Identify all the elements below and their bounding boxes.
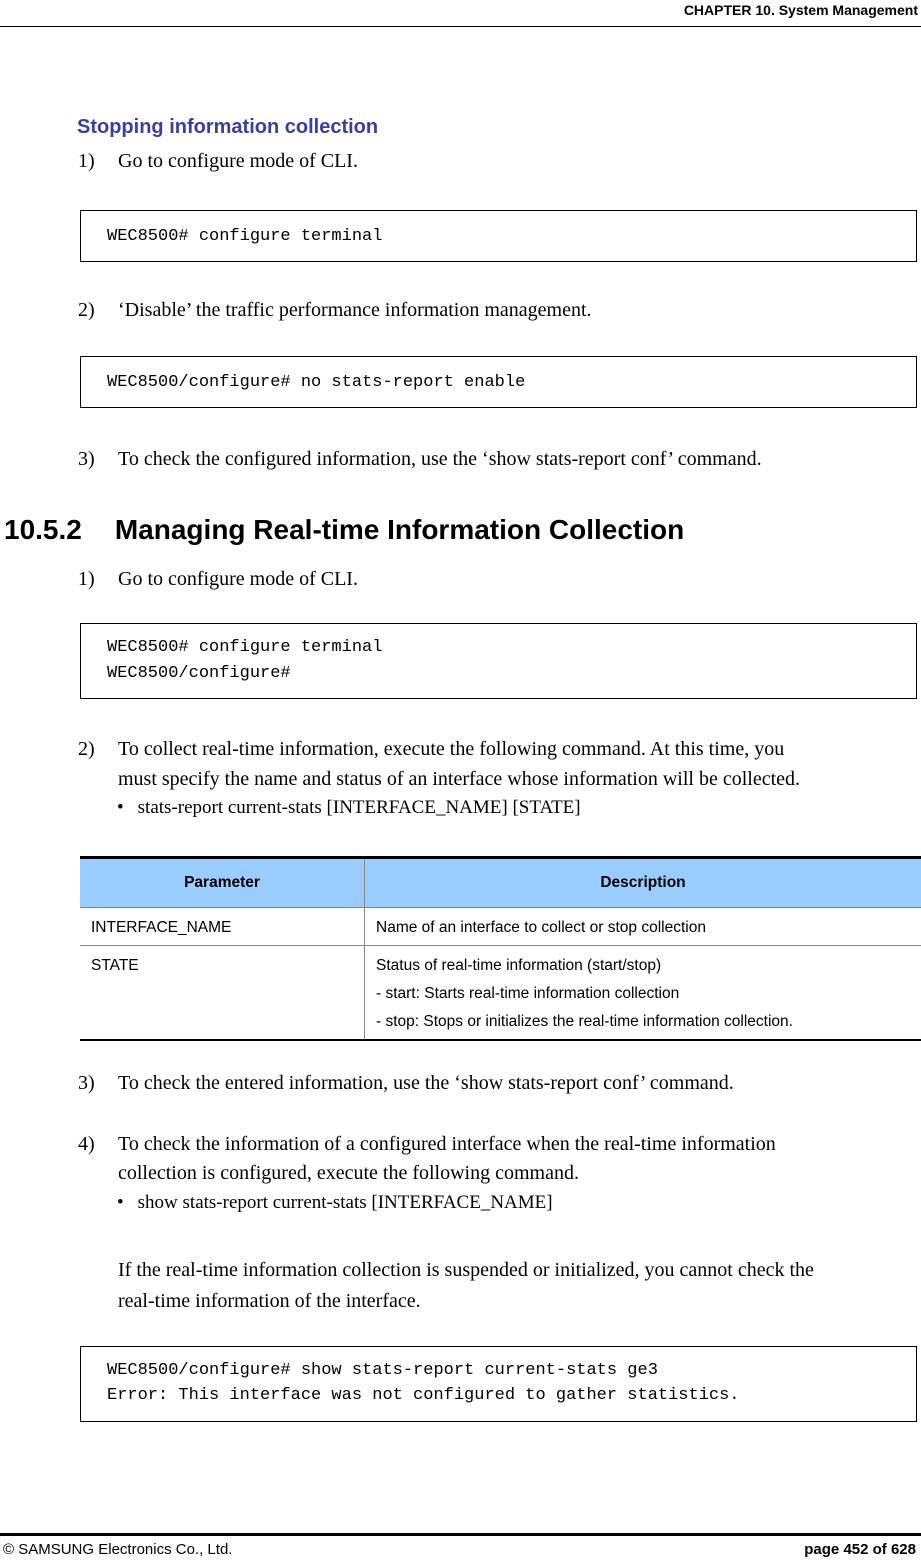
code-line: WEC8500# configure terminal (107, 638, 383, 657)
footer-copyright: © SAMSUNG Electronics Co., Ltd. (3, 1541, 233, 1558)
step-text: To check the entered information, use the ‘show stats-report conf’ command. (118, 1072, 734, 1094)
bullet-icon: • (117, 797, 124, 818)
code-block (80, 623, 917, 699)
code-line: WEC8500/configure# show stats-report current-stats ge3 (107, 1361, 658, 1380)
step-text: Go to configure mode of CLI. (118, 150, 358, 172)
note-text: real-time information of the interface. (118, 1290, 421, 1312)
table-row (80, 908, 921, 946)
table-cell-parameter: INTERFACE_NAME (80, 908, 365, 946)
table-header-description: Description (365, 858, 921, 908)
section-title: Managing Real-time Information Collection (114, 514, 685, 545)
code-line: WEC8500/configure# (107, 664, 291, 683)
bullet-icon: • (117, 1192, 124, 1213)
parameter-table (80, 856, 921, 1041)
table-row (80, 946, 921, 1041)
step-text: To check the information of a configured interface when the real-time information (118, 1133, 776, 1155)
step-number: 4) (78, 1133, 95, 1155)
section-number: 10.5.2 (4, 514, 82, 545)
step-number: 1) (78, 568, 95, 590)
step-number: 2) (78, 299, 95, 321)
bullet-item (117, 795, 581, 821)
step-number: 3) (78, 1072, 95, 1094)
step-text: To collect real-time information, execute the following command. At this time, you (118, 738, 785, 760)
table-cell-parameter: STATE (80, 946, 365, 1041)
step-number: 1) (78, 150, 95, 172)
bullet-text: stats-report current-stats [INTERFACE_NAME] [STATE] (137, 797, 581, 818)
code-line: Error: This interface was not configured to gather statistics. (107, 1386, 740, 1405)
step-text: Go to configure mode of CLI. (118, 568, 358, 590)
subsection-title: Stopping information collection (77, 116, 379, 138)
description-line: Status of real-time information (start/stop) (376, 957, 662, 974)
footer-divider (0, 1533, 921, 1536)
table-header-parameter: Parameter (80, 858, 365, 908)
table-cell-description (365, 908, 921, 946)
note-text: If the real-time information collection is suspended or initialized, you cannot check the (118, 1259, 814, 1281)
step-number: 2) (78, 738, 95, 760)
description-line: Name of an interface to collect or stop collection (376, 919, 706, 936)
section-heading (4, 514, 684, 546)
code-line: WEC8500/configure# no stats-report enable (107, 373, 526, 392)
bullet-item (117, 1190, 553, 1216)
bullet-text: show stats-report current-stats [INTERFACE_NAME] (137, 1192, 553, 1213)
page-number: page 452 of 628 (804, 1541, 916, 1558)
code-block (80, 210, 917, 262)
table-cell-description (365, 946, 921, 1041)
step-text-continued: collection is configured, execute the following command. (118, 1162, 579, 1184)
code-block (80, 1346, 917, 1422)
step-text-continued: must specify the name and status of an interface whose information will be collected. (118, 768, 801, 790)
code-block (80, 356, 917, 408)
description-line: - stop: Stops or initializes the real-time information collection. (376, 1013, 793, 1030)
description-line: - start: Starts real-time information collection (376, 985, 680, 1002)
step-text: ‘Disable’ the traffic performance information management. (118, 299, 592, 321)
code-line: WEC8500# configure terminal (107, 227, 383, 246)
step-text: To check the configured information, use the ‘show stats-report conf’ command. (118, 448, 762, 470)
header-divider (0, 26, 921, 27)
step-number: 3) (78, 448, 95, 470)
chapter-header: CHAPTER 10. System Management (683, 2, 918, 18)
